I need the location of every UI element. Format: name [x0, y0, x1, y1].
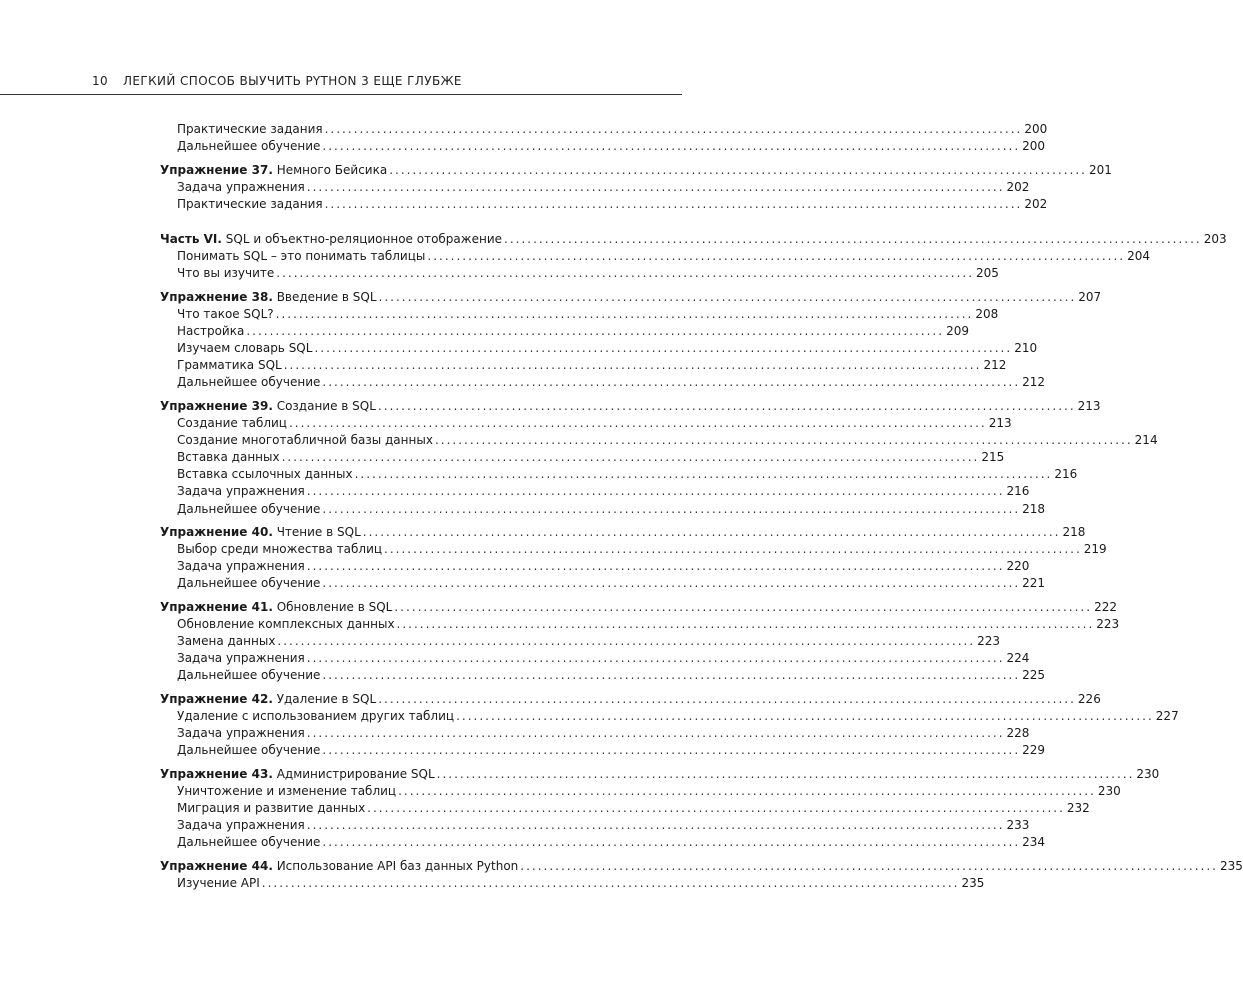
toc-page-number: 215	[981, 450, 1005, 465]
toc-entry	[177, 667, 1046, 684]
toc-page-number: 213	[1077, 398, 1101, 413]
toc-entry-title: Дальнейшее обучение	[177, 139, 321, 154]
toc-entry-title: Миграция и развитие данных	[177, 801, 366, 816]
dot-leader: ........................................................................................................................	[322, 576, 1021, 591]
dot-leader: ........................................................................................................................	[394, 600, 1093, 614]
toc-page-number: 220	[1006, 559, 1030, 574]
dot-leader: ........................................................................................................................	[322, 501, 1021, 516]
toc-page-number: 209	[946, 324, 969, 338]
toc-entry	[177, 575, 1046, 592]
dot-leader: ........................................................................................................................	[436, 766, 1135, 781]
toc-entry-number: Упражнение 43.	[160, 766, 273, 781]
toc-entry	[177, 783, 1121, 800]
toc-entry-number: Упражнение 44.	[160, 858, 273, 873]
toc-page-number: 212	[1022, 375, 1046, 390]
dot-leader: ........................................................................................................................	[277, 634, 976, 649]
toc-page-number: 205	[976, 266, 999, 281]
toc-page-number: 226	[1077, 692, 1101, 706]
dot-leader: ........................................................................................................................	[427, 249, 1126, 264]
toc-entry	[177, 374, 1046, 391]
dot-leader: ........................................................................................................................	[398, 784, 1096, 798]
toc-page-number: 218	[1022, 501, 1046, 516]
dot-leader: ........................................................................................................................	[362, 525, 1061, 540]
toc-page-number: 235	[1220, 858, 1243, 873]
toc-entry	[177, 558, 1030, 575]
toc-page-number: 210	[1014, 341, 1038, 356]
dot-leader: ........................................................................................................................	[306, 484, 1005, 499]
toc-page-number: 201	[1088, 162, 1112, 177]
dot-leader: ........................................................................................................................	[384, 542, 1082, 557]
dot-leader: ........................................................................................................................	[276, 266, 975, 281]
dot-leader: ........................................................................................................................	[275, 306, 974, 321]
dot-leader: ........................................................................................................................	[322, 139, 1021, 154]
toc-section-entry	[160, 524, 1086, 541]
dot-leader: ........................................................................................................................	[378, 692, 1076, 706]
toc-entry-title: Что вы изучите	[177, 266, 275, 281]
toc-entry	[177, 415, 1012, 432]
toc-entry-title: Упражнение 41. Обновление в SQL	[160, 600, 393, 614]
toc-entry-title: Создание таблиц	[177, 416, 287, 430]
toc-section-entry	[160, 398, 1101, 415]
toc-entry	[177, 483, 1030, 500]
toc-entry-title: Упражнение 44. Использование API баз данных Python	[160, 858, 519, 873]
toc-entry-title: Упражнение 42. Удаление в SQL	[160, 692, 377, 706]
toc-page-number: 214	[1134, 433, 1158, 448]
dot-leader: ........................................................................................................................	[377, 398, 1076, 413]
toc-entry-title: Дальнейшее обучение	[177, 375, 321, 390]
toc-entry	[177, 817, 1030, 834]
toc-entry-title: Изучение API	[177, 876, 260, 890]
toc-page-number: 221	[1022, 576, 1046, 591]
toc-entry	[177, 265, 999, 282]
toc-page-number: 218	[1062, 525, 1086, 540]
toc-entry-title: Упражнение 40. Чтение в SQL	[160, 525, 361, 540]
toc-entry-title: Настройка	[177, 324, 245, 338]
toc-entry	[177, 725, 1030, 742]
toc-section-entry	[160, 231, 1227, 248]
dot-leader: ........................................................................................................................	[306, 559, 1005, 574]
toc-entry	[177, 742, 1046, 759]
toc-page-number: 230	[1097, 784, 1121, 798]
dot-leader: ........................................................................................................................	[306, 179, 1005, 194]
dot-leader: ........................................................................................................................	[306, 726, 1005, 741]
toc-entry-title: Выбор среди множества таблиц	[177, 542, 383, 557]
toc-entry-title: Замена данных	[177, 634, 276, 649]
toc-entry-title: Задача упражнения	[177, 484, 305, 499]
toc-entry	[177, 650, 1030, 667]
toc-entry-number: Упражнение 39.	[160, 398, 273, 413]
toc-page-number: 200	[1022, 139, 1046, 154]
dot-leader: ........................................................................................................................	[322, 743, 1021, 758]
toc-page-number: 200	[1024, 122, 1048, 136]
dot-leader: ........................................................................................................................	[324, 122, 1023, 136]
page-number: 10	[92, 74, 109, 88]
toc-page-number: 223	[977, 634, 1001, 649]
dot-leader: ........................................................................................................................	[283, 358, 982, 373]
toc-entry-title: Задача упражнения	[177, 818, 305, 833]
toc-page-number: 204	[1127, 249, 1151, 264]
dot-leader: ........................................................................................................................	[389, 162, 1087, 177]
toc-page-number: 202	[1024, 196, 1048, 211]
book-title: ЛЕГКИЙ СПОСОБ ВЫУЧИТЬ PYTHON 3 ЕЩЕ ГЛУБЖЕ	[123, 74, 462, 88]
toc-entry	[177, 306, 999, 323]
toc-entry-number: Упражнение 41.	[160, 600, 273, 614]
toc-page-number: 234	[1022, 835, 1046, 850]
toc-entry	[177, 121, 1048, 138]
toc-page-number: 216	[1006, 484, 1030, 499]
toc-page-number: 235	[961, 876, 985, 890]
dot-leader: ........................................................................................................................	[281, 450, 980, 465]
toc-entry-title: Дальнейшее обучение	[177, 743, 321, 758]
toc-entry-number: Упражнение 37.	[160, 162, 273, 177]
toc-page-number: 203	[1203, 232, 1227, 246]
dot-leader: ........................................................................................................................	[246, 324, 945, 338]
toc-entry-title: Дальнейшее обучение	[177, 576, 321, 591]
toc-entry	[177, 708, 1179, 725]
dot-leader: ........................................................................................................................	[306, 818, 1005, 833]
toc-entry-title: Понимать SQL – это понимать таблицы	[177, 249, 426, 264]
toc-entry	[177, 340, 1038, 357]
dot-leader: ........................................................................................................................	[322, 668, 1021, 683]
toc-entry-title: Что такое SQL?	[177, 306, 274, 321]
toc-page-number: 228	[1006, 726, 1030, 741]
toc-entry-title: Дальнейшее обучение	[177, 835, 321, 850]
toc-entry-number: Упражнение 40.	[160, 525, 273, 540]
toc-section-entry	[160, 599, 1117, 616]
toc-section-entry	[160, 289, 1102, 306]
toc-entry	[177, 466, 1078, 483]
toc-page-number: 229	[1022, 743, 1046, 758]
toc-entry	[177, 633, 1001, 650]
toc-entry	[177, 501, 1046, 518]
toc-entry-title: Задача упражнения	[177, 651, 305, 666]
dot-leader: ........................................................................................................................	[434, 433, 1133, 448]
dot-leader: ........................................................................................................................	[504, 232, 1202, 246]
toc-entry-title: Задача упражнения	[177, 559, 305, 574]
toc-entry	[177, 196, 1048, 213]
toc-section-entry	[160, 691, 1101, 708]
toc-entry	[177, 616, 1120, 633]
toc-entry-title: Обновление комплексных данных	[177, 617, 395, 632]
toc-entry-number: Часть VI.	[160, 232, 222, 246]
toc-entry	[177, 248, 1151, 265]
toc-entry-title: Вставка данных	[177, 450, 280, 465]
toc-page-number: 212	[983, 358, 1007, 373]
dot-leader: ........................................................................................................................	[396, 617, 1095, 632]
dot-leader: ........................................................................................................................	[354, 467, 1053, 482]
dot-leader: ........................................................................................................................	[322, 375, 1021, 390]
toc-page-number: 223	[1096, 617, 1120, 632]
toc-entry-title: Уничтожение и изменение таблиц	[177, 784, 397, 798]
dot-leader: ........................................................................................................................	[324, 196, 1023, 211]
toc-entry-title: Задача упражнения	[177, 179, 305, 194]
toc-page-number: 233	[1006, 818, 1030, 833]
toc-entry	[177, 541, 1107, 558]
toc-entry-title: Часть VI. SQL и объектно-реляционное отображение	[160, 232, 502, 246]
toc-entry-title: Упражнение 39. Создание в SQL	[160, 398, 376, 413]
toc-entry	[177, 179, 1030, 196]
dot-leader: ........................................................................................................................	[520, 858, 1218, 873]
toc-entry-title: Создание многотабличной базы данных	[177, 433, 433, 448]
toc-entry-title: Упражнение 37. Немного Бейсика	[160, 162, 388, 177]
toc-entry-title: Дальнейшее обучение	[177, 501, 321, 516]
dot-leader: ........................................................................................................................	[322, 835, 1021, 850]
toc-section-entry	[160, 162, 1112, 179]
toc-entry	[177, 357, 1007, 374]
toc-page-number: 208	[975, 306, 999, 321]
toc-entry	[177, 875, 985, 892]
toc-entry-title: Дальнейшее обучение	[177, 668, 321, 683]
toc-page-number: 216	[1054, 467, 1078, 482]
dot-leader: ........................................................................................................................	[314, 341, 1013, 356]
toc-section-entry	[160, 858, 1243, 875]
toc-entry-title: Грамматика SQL	[177, 358, 282, 373]
toc-page-number: 227	[1155, 709, 1179, 724]
toc-entry-number: Упражнение 38.	[160, 289, 273, 304]
dot-leader: ........................................................................................................................	[288, 416, 987, 430]
toc-entry	[177, 432, 1158, 449]
toc-entry	[177, 449, 1005, 466]
toc-page-number: 224	[1006, 651, 1030, 666]
toc-page-number: 207	[1078, 289, 1102, 304]
dot-leader: ........................................................................................................................	[456, 709, 1154, 724]
toc-entry-title: Изучаем словарь SQL	[177, 341, 313, 356]
toc-page-number: 219	[1083, 542, 1107, 557]
toc-page-number: 225	[1022, 668, 1046, 683]
toc-entry-title: Задача упражнения	[177, 726, 305, 741]
running-header	[0, 66, 682, 95]
toc-page-number: 222	[1094, 600, 1117, 614]
toc-section-entry	[160, 766, 1160, 783]
toc-entry-number: Упражнение 42.	[160, 692, 273, 706]
toc-entry-title: Упражнение 38. Введение в SQL	[160, 289, 377, 304]
toc-page-number: 202	[1006, 179, 1030, 194]
toc-entry-title: Удаление с использованием других таблиц	[177, 709, 455, 724]
dot-leader: ........................................................................................................................	[306, 651, 1005, 666]
dot-leader: ........................................................................................................................	[378, 289, 1077, 304]
toc-entry-title: Практические задания	[177, 122, 323, 136]
toc-entry	[177, 800, 1090, 817]
toc-entry	[177, 834, 1046, 851]
toc-entry-title: Упражнение 43. Администрирование SQL	[160, 766, 435, 781]
toc-page-number: 230	[1136, 766, 1160, 781]
toc-entry	[177, 138, 1046, 155]
toc-page-number: 232	[1066, 801, 1090, 816]
toc-entry-title: Вставка ссылочных данных	[177, 467, 353, 482]
toc-page-number: 213	[988, 416, 1012, 430]
toc-entry-title: Практические задания	[177, 196, 323, 211]
dot-leader: ........................................................................................................................	[367, 801, 1065, 816]
toc-entry	[177, 323, 969, 340]
dot-leader: ........................................................................................................................	[261, 876, 960, 890]
